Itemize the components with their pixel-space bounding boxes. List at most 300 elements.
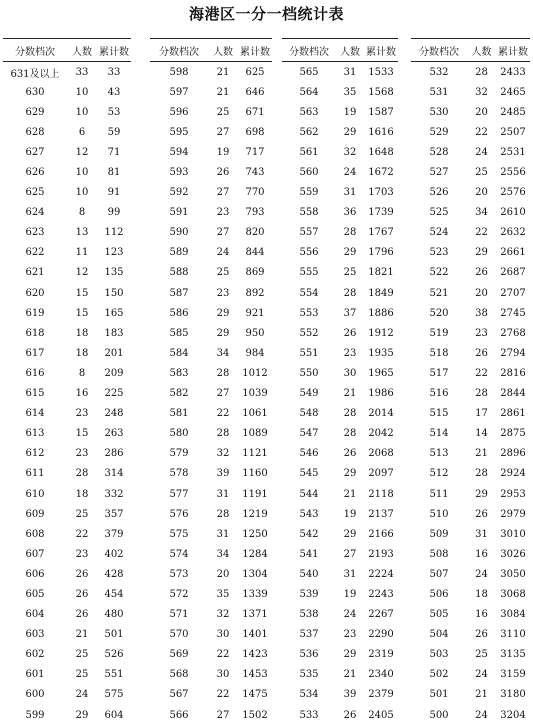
table-row	[150, 363, 272, 383]
cumulative-cell: 2137	[368, 508, 394, 520]
count-cell: 18	[475, 588, 488, 600]
count-cell: 19	[343, 106, 357, 118]
count-cell: 22	[216, 408, 230, 420]
cumulative-cell: 1250	[242, 528, 268, 540]
table-row	[3, 223, 131, 243]
count-cell: 26	[475, 267, 488, 279]
header-score: 分数档次	[282, 39, 336, 62]
count-cell: 17	[475, 408, 488, 420]
score-cell: 593	[169, 167, 189, 179]
count-cell: 28	[475, 66, 488, 78]
cumulative-cell: 3135	[500, 649, 526, 661]
score-cell: 583	[169, 367, 189, 379]
table-row	[3, 183, 131, 203]
header-count: 人数	[467, 39, 496, 62]
count-cell: 21	[216, 86, 230, 98]
count-cell: 15	[75, 307, 89, 319]
score-cell: 626	[25, 167, 45, 179]
count-cell: 23	[75, 548, 89, 560]
table-row	[411, 323, 530, 343]
count-cell: 20	[475, 106, 488, 118]
count-cell: 25	[343, 267, 357, 279]
table-row	[411, 424, 530, 444]
score-cell: 566	[169, 709, 189, 721]
header-cumulative: 累计数	[496, 39, 530, 62]
score-cell: 595	[169, 126, 189, 138]
count-cell: 26	[216, 167, 230, 179]
score-cell: 533	[299, 709, 319, 721]
count-cell: 31	[475, 528, 488, 540]
table-row	[3, 323, 131, 343]
table-row	[282, 584, 398, 604]
count-cell: 6	[78, 126, 86, 138]
cumulative-cell: 112	[104, 227, 124, 239]
table-row	[3, 243, 131, 263]
table-row	[282, 464, 398, 484]
cumulative-cell: 575	[104, 689, 124, 701]
score-cell: 590	[169, 227, 189, 239]
table-row	[411, 564, 530, 584]
cumulative-cell: 2768	[500, 327, 526, 339]
count-cell: 35	[343, 86, 357, 98]
cumulative-cell: 1475	[242, 689, 268, 701]
score-cell: 587	[169, 287, 189, 299]
table-row	[150, 544, 272, 564]
cumulative-cell: 201	[104, 347, 124, 359]
score-cell: 619	[25, 307, 45, 319]
cumulative-cell: 793	[245, 207, 265, 219]
score-cell: 604	[25, 609, 45, 621]
table-row	[282, 243, 398, 263]
score-cell: 504	[429, 629, 449, 641]
table-row	[411, 82, 530, 102]
count-cell: 28	[475, 468, 488, 480]
score-table-2	[150, 38, 272, 725]
score-cell: 621	[25, 267, 45, 279]
cumulative-cell: 2861	[500, 408, 526, 420]
table-row	[282, 303, 398, 323]
score-cell: 559	[299, 187, 319, 199]
cumulative-cell: 2745	[500, 307, 526, 319]
score-cell: 565	[299, 66, 319, 78]
cumulative-cell: 454	[104, 588, 124, 600]
count-cell: 24	[475, 709, 488, 721]
score-cell: 591	[169, 207, 189, 219]
count-cell: 39	[216, 468, 230, 480]
score-cell: 572	[169, 588, 189, 600]
count-cell: 28	[343, 227, 357, 239]
count-cell: 26	[343, 448, 357, 460]
cumulative-cell: 225	[104, 388, 124, 400]
header-cumulative: 累计数	[364, 39, 398, 62]
count-cell: 29	[216, 307, 230, 319]
score-cell: 513	[429, 448, 449, 460]
score-cell: 514	[429, 428, 449, 440]
score-cell: 630	[25, 86, 45, 98]
table-row	[411, 183, 530, 203]
score-cell: 605	[25, 588, 45, 600]
score-cell: 517	[429, 367, 449, 379]
table-row	[282, 645, 398, 665]
score-cell: 623	[25, 227, 45, 239]
cumulative-cell: 2707	[500, 287, 526, 299]
score-cell: 612	[25, 448, 45, 460]
table-row	[150, 343, 272, 363]
score-cell: 542	[299, 528, 319, 540]
score-cell: 617	[25, 347, 45, 359]
cumulative-cell: 209	[104, 367, 124, 379]
cumulative-cell: 2632	[500, 227, 526, 239]
count-cell: 27	[216, 709, 230, 721]
count-cell: 10	[75, 187, 89, 199]
cumulative-cell: 1502	[242, 709, 268, 721]
score-table-1	[3, 38, 131, 725]
cumulative-cell: 99	[107, 207, 121, 219]
cumulative-cell: 2485	[500, 106, 526, 118]
cumulative-cell: 2267	[368, 609, 394, 621]
count-cell: 31	[343, 568, 357, 580]
count-cell: 26	[75, 609, 89, 621]
cumulative-cell: 81	[107, 167, 121, 179]
score-cell: 501	[429, 689, 449, 701]
cumulative-cell: 2068	[368, 448, 394, 460]
score-cell: 592	[169, 187, 189, 199]
count-cell: 32	[475, 86, 488, 98]
table-row	[411, 162, 530, 182]
table-row	[411, 363, 530, 383]
table-row	[150, 564, 272, 584]
cumulative-cell: 2556	[500, 167, 526, 179]
table-row	[150, 303, 272, 323]
cumulative-cell: 3068	[500, 588, 526, 600]
count-cell: 18	[75, 327, 89, 339]
table-row	[282, 142, 398, 162]
cumulative-cell: 263	[104, 428, 124, 440]
count-cell: 25	[216, 267, 230, 279]
cumulative-cell: 165	[104, 307, 124, 319]
table-row	[3, 665, 131, 685]
score-cell: 547	[299, 428, 319, 440]
count-cell: 29	[343, 528, 357, 540]
count-cell: 28	[343, 408, 357, 420]
count-cell: 23	[75, 408, 89, 420]
count-cell: 21	[343, 488, 357, 500]
table-row	[411, 685, 530, 705]
cumulative-cell: 2042	[368, 428, 394, 440]
table-row	[282, 625, 398, 645]
score-cell: 580	[169, 428, 189, 440]
cumulative-cell: 1965	[368, 367, 394, 379]
table-row	[282, 524, 398, 544]
cumulative-cell: 480	[104, 609, 124, 621]
count-cell: 28	[475, 388, 488, 400]
count-cell: 8	[78, 207, 86, 219]
table-row	[3, 142, 131, 162]
cumulative-cell: 2465	[500, 86, 526, 98]
table-row	[282, 102, 398, 122]
table-row	[150, 263, 272, 283]
cumulative-cell: 3180	[500, 689, 526, 701]
table-row	[282, 665, 398, 685]
score-cell: 562	[299, 126, 319, 138]
table-row	[411, 263, 530, 283]
cumulative-cell: 1767	[368, 227, 394, 239]
score-cell: 584	[169, 347, 189, 359]
table-row	[150, 243, 272, 263]
table-row	[150, 424, 272, 444]
header-cumulative: 累计数	[97, 39, 131, 62]
score-cell: 500	[429, 709, 449, 721]
score-cell: 558	[299, 207, 319, 219]
cumulative-cell: 604	[104, 709, 124, 721]
count-cell: 31	[216, 488, 230, 500]
cumulative-cell: 1587	[368, 106, 394, 118]
score-cell: 518	[429, 347, 449, 359]
score-cell: 532	[429, 66, 449, 78]
score-cell: 537	[299, 629, 319, 641]
count-cell: 25	[475, 167, 488, 179]
cumulative-cell: 984	[245, 347, 265, 359]
count-cell: 30	[216, 669, 230, 681]
count-cell: 15	[75, 428, 89, 440]
count-cell: 22	[216, 649, 230, 661]
count-cell: 31	[216, 528, 230, 540]
cumulative-cell: 183	[104, 327, 124, 339]
count-cell: 23	[475, 327, 488, 339]
cumulative-cell: 1039	[242, 388, 268, 400]
count-cell: 10	[75, 86, 89, 98]
table-row	[3, 404, 131, 424]
cumulative-cell: 2379	[368, 689, 394, 701]
count-cell: 19	[216, 146, 230, 158]
table-row	[150, 444, 272, 464]
table-row	[282, 283, 398, 303]
table-row	[282, 404, 398, 424]
count-cell: 31	[343, 187, 357, 199]
count-cell: 26	[75, 588, 89, 600]
count-cell: 10	[75, 167, 89, 179]
score-cell: 600	[25, 689, 45, 701]
table-row	[3, 524, 131, 544]
table-row	[282, 183, 398, 203]
table-row	[150, 122, 272, 142]
table-row	[282, 484, 398, 504]
table-row	[3, 584, 131, 604]
score-cell: 594	[169, 146, 189, 158]
cumulative-cell: 646	[245, 86, 265, 98]
score-cell: 534	[299, 689, 319, 701]
cumulative-cell: 1061	[242, 408, 268, 420]
header-count: 人数	[67, 39, 97, 62]
score-cell: 615	[25, 388, 45, 400]
table-row	[282, 223, 398, 243]
score-cell: 618	[25, 327, 45, 339]
count-cell: 29	[343, 247, 357, 259]
count-cell: 28	[75, 468, 89, 480]
score-cell: 569	[169, 649, 189, 661]
score-cell: 577	[169, 488, 189, 500]
cumulative-cell: 1160	[242, 468, 268, 480]
count-cell: 16	[475, 609, 488, 621]
count-cell: 27	[343, 548, 357, 560]
table-row	[411, 122, 530, 142]
cumulative-cell: 2014	[368, 408, 394, 420]
cumulative-cell: 3050	[500, 568, 526, 580]
table-row	[411, 102, 530, 122]
score-cell: 520	[429, 307, 449, 319]
cumulative-cell: 43	[107, 86, 121, 98]
count-cell: 29	[475, 247, 488, 259]
score-cell: 512	[429, 468, 449, 480]
cumulative-cell: 248	[104, 408, 124, 420]
cumulative-cell: 1849	[368, 287, 394, 299]
cumulative-cell: 314	[104, 468, 124, 480]
cumulative-cell: 71	[107, 146, 121, 158]
table-row	[150, 142, 272, 162]
table-row	[411, 705, 530, 725]
cumulative-cell: 1371	[242, 609, 268, 621]
score-cell: 539	[299, 588, 319, 600]
table-row	[150, 62, 272, 83]
header-score: 分数档次	[150, 39, 208, 62]
count-cell: 28	[343, 428, 357, 440]
table-row	[3, 82, 131, 102]
score-cell: 601	[25, 669, 45, 681]
score-cell: 523	[429, 247, 449, 259]
score-cell: 538	[299, 609, 319, 621]
cumulative-cell: 1568	[368, 86, 394, 98]
score-cell: 550	[299, 367, 319, 379]
table-row	[411, 223, 530, 243]
cumulative-cell: 1089	[242, 428, 268, 440]
cumulative-cell: 717	[245, 146, 265, 158]
score-cell: 579	[169, 448, 189, 460]
count-cell: 12	[75, 146, 89, 158]
page-title: 海港区一分一档统计表	[188, 5, 344, 23]
count-cell: 16	[475, 548, 488, 560]
count-cell: 22	[75, 528, 89, 540]
count-cell: 28	[216, 508, 230, 520]
count-cell: 24	[343, 167, 357, 179]
score-cell: 529	[429, 126, 449, 138]
score-cell: 552	[299, 327, 319, 339]
count-cell: 32	[216, 609, 230, 621]
score-cell: 627	[25, 146, 45, 158]
cumulative-cell: 1616	[368, 126, 394, 138]
table-row	[150, 705, 272, 725]
table-row	[282, 162, 398, 182]
count-cell: 15	[75, 287, 89, 299]
count-cell: 34	[216, 347, 230, 359]
table-row	[150, 323, 272, 343]
table-row	[282, 685, 398, 705]
table-row	[411, 605, 530, 625]
table-row	[150, 625, 272, 645]
count-cell: 29	[343, 126, 357, 138]
score-cell: 548	[299, 408, 319, 420]
table-row	[282, 323, 398, 343]
cumulative-cell: 2794	[500, 347, 526, 359]
score-cell: 546	[299, 448, 319, 460]
count-cell: 34	[216, 548, 230, 560]
score-cell: 543	[299, 508, 319, 520]
count-cell: 18	[75, 488, 89, 500]
count-cell: 29	[216, 327, 230, 339]
cumulative-cell: 1304	[242, 568, 268, 580]
count-cell: 29	[343, 468, 357, 480]
cumulative-cell: 1284	[242, 548, 268, 560]
count-cell: 20	[475, 187, 488, 199]
cumulative-cell: 844	[245, 247, 265, 259]
cumulative-cell: 2097	[368, 468, 394, 480]
cumulative-cell: 2687	[500, 267, 526, 279]
table-row	[150, 223, 272, 243]
table-row	[150, 665, 272, 685]
table-row	[282, 384, 398, 404]
cumulative-cell: 2290	[368, 629, 394, 641]
score-cell: 531	[429, 86, 449, 98]
count-cell: 28	[343, 287, 357, 299]
score-cell: 597	[169, 86, 189, 98]
table-row	[282, 444, 398, 464]
table-row	[3, 504, 131, 524]
count-cell: 25	[75, 649, 89, 661]
score-cell: 508	[429, 548, 449, 560]
score-cell: 608	[25, 528, 45, 540]
table-header-row	[150, 39, 272, 62]
cumulative-cell: 2193	[368, 548, 394, 560]
cumulative-cell: 2433	[500, 66, 526, 78]
score-cell: 502	[429, 669, 449, 681]
cumulative-cell: 1533	[368, 66, 394, 78]
score-cell: 535	[299, 669, 319, 681]
cumulative-cell: 2875	[500, 428, 526, 440]
table-row	[282, 363, 398, 383]
count-cell: 37	[343, 307, 357, 319]
count-cell: 33	[75, 66, 89, 78]
table-row	[411, 303, 530, 323]
cumulative-cell: 743	[245, 167, 265, 179]
table-row	[3, 464, 131, 484]
cumulative-cell: 3010	[500, 528, 526, 540]
count-cell: 32	[216, 448, 230, 460]
cumulative-cell: 1339	[242, 588, 268, 600]
table-row	[150, 384, 272, 404]
score-cell: 611	[25, 468, 45, 480]
score-cell: 545	[299, 468, 319, 480]
cumulative-cell: 1986	[368, 388, 394, 400]
table-header-row	[282, 39, 398, 62]
cumulative-cell: 892	[245, 287, 265, 299]
count-cell: 23	[216, 287, 230, 299]
score-cell: 528	[429, 146, 449, 158]
score-cell: 530	[429, 106, 449, 118]
table-row	[411, 524, 530, 544]
count-cell: 22	[475, 367, 488, 379]
cumulative-cell: 286	[104, 448, 124, 460]
cumulative-cell: 698	[245, 126, 265, 138]
score-cell: 622	[25, 247, 45, 259]
cumulative-cell: 1703	[368, 187, 394, 199]
cumulative-cell: 950	[245, 327, 265, 339]
table-row	[3, 625, 131, 645]
cumulative-cell: 551	[104, 669, 124, 681]
score-cell: 551	[299, 347, 319, 359]
table-row	[3, 444, 131, 464]
count-cell: 21	[216, 66, 230, 78]
count-cell: 23	[216, 207, 230, 219]
count-cell: 35	[216, 588, 230, 600]
